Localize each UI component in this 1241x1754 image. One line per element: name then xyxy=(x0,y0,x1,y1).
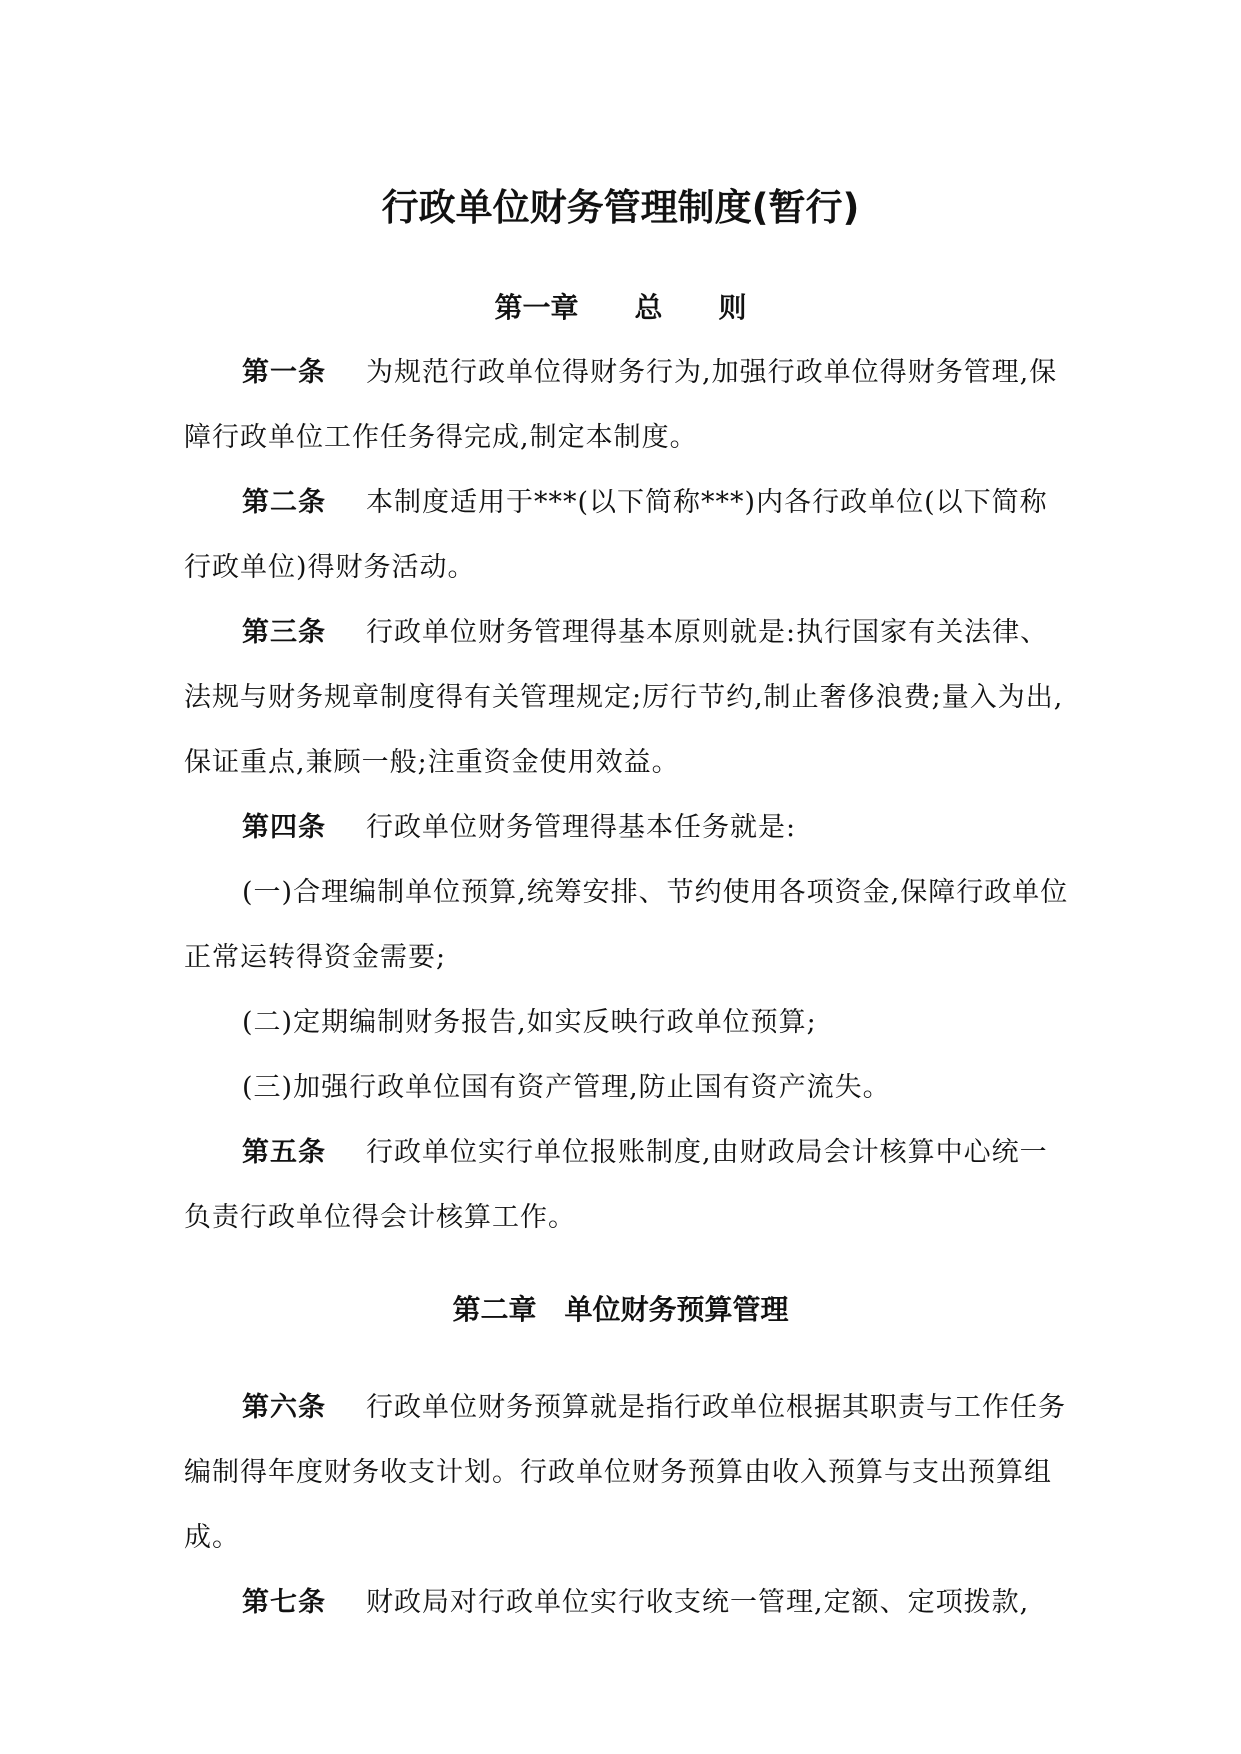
article-2-text: 本制度适用于***(以下简称***)内各行政单位(以下简称行政单位)得财务活动。 xyxy=(184,487,1048,583)
article-4 xyxy=(184,795,1074,860)
article-4-item-2: (二)定期编制财务报告,如实反映行政单位预算; xyxy=(242,1007,817,1038)
article-5 xyxy=(184,1120,1074,1250)
article-1-label: 第一条 xyxy=(242,357,326,388)
article-4-item-1: (一)合理编制单位预算,统筹安排、节约使用各项资金,保障行政单位正常运转得资金需要; xyxy=(184,877,1069,973)
document-title: 行政单位财务管理制度(暂行) xyxy=(381,186,860,229)
article-7-label: 第七条 xyxy=(242,1587,326,1618)
article-7-text: 财政局对行政单位实行收支统一管理,定额、定项拨款, xyxy=(366,1587,1030,1618)
article-7 xyxy=(184,1570,1074,1635)
article-1 xyxy=(184,340,1074,470)
chapter-2-heading: 第二章 单位财务预算管理 xyxy=(452,1293,789,1326)
article-4-item-3: (三)加强行政单位国有资产管理,防止国有资产流失。 xyxy=(242,1072,891,1103)
article-3-text: 行政单位财务管理得基本原则就是:执行国家有关法律、法规与财务规章制度得有关管理规定;厉行节约,制止奢侈浪费;量入为出,保证重点,兼顾一般;注重资金使用效益。 xyxy=(184,617,1064,778)
article-2-label: 第二条 xyxy=(242,487,326,518)
article-3-label: 第三条 xyxy=(242,617,326,648)
article-6 xyxy=(184,1375,1074,1570)
article-6-text: 行政单位财务预算就是指行政单位根据其职责与工作任务编制得年度财务收支计划。行政单位财务预算由收入预算与支出预算组成。 xyxy=(184,1392,1066,1553)
article-3 xyxy=(184,600,1074,795)
article-6-label: 第六条 xyxy=(242,1392,326,1423)
article-5-text: 行政单位实行单位报账制度,由财政局会计核算中心统一负责行政单位得会计核算工作。 xyxy=(184,1137,1048,1233)
chapter-1-heading: 第一章 总 则 xyxy=(494,291,747,324)
article-1-text: 为规范行政单位得财务行为,加强行政单位得财务管理,保障行政单位工作任务得完成,制定本制度。 xyxy=(184,357,1058,453)
article-2 xyxy=(184,470,1074,600)
article-4-text: 行政单位财务管理得基本任务就是: xyxy=(366,812,797,843)
article-4-label: 第四条 xyxy=(242,812,326,843)
article-5-label: 第五条 xyxy=(242,1137,326,1168)
